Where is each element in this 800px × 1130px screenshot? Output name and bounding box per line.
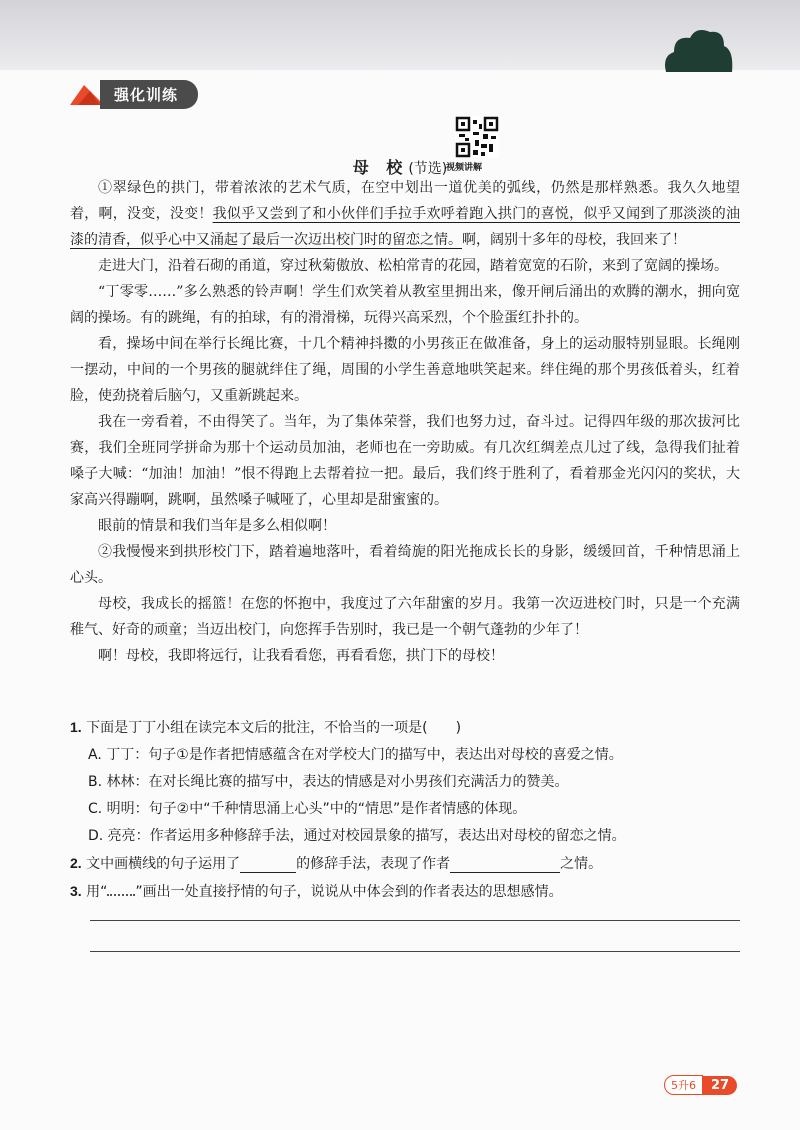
q3-text-b: ”画出一处直接抒情的句子，说说从中体会到的作者表达的思想感情。: [135, 884, 563, 900]
q2-number: 2.: [70, 855, 82, 871]
mountain-icon: [70, 83, 104, 105]
paragraph-3: “丁零零……”多么熟悉的铃声啊！学生们欢笑着从教室里拥出来，像开闸后涌出的欢腾的潮水，拥向宽阔的操场。有的跳绳，有的拍球，有的滑滑梯，玩得兴高采烈，个个脸蛋红扑扑的。: [70, 284, 740, 326]
paragraph-8: 母校，我成长的摇篮！在您的怀抱中，我度过了六年甜蜜的岁月。我第一次迈进校门时，只是一个充满稚气、好奇的顽童；当迈出校门，向您挥手告别时，我已是一个朝气蓬勃的少年了！: [70, 596, 740, 638]
q2-text-a: 文中画横线的句子运用了: [86, 856, 241, 872]
q2-text-b: 的修辞手法，表现了作者: [296, 856, 451, 872]
page-number: 27: [703, 1076, 737, 1095]
q3-number: 3.: [70, 883, 82, 899]
option-d: D. 亮亮：作者运用多种修辞手法，通过对校园景象的描写，表达出对母校的留恋之情。: [88, 828, 626, 844]
qr-code-icon[interactable]: [455, 116, 499, 158]
q1-text: 下面是丁丁小组在读完本文后的批注，不恰当的一项是( ): [86, 720, 462, 736]
option-b: B. 林林：在对长绳比赛的描写中，表达的情感是对小男孩们充满活力的赞美。: [88, 774, 569, 790]
grade-level-badge: 5升6: [664, 1075, 703, 1095]
paragraph-6: 眼前的情景和我们当年是多么相似啊！: [98, 518, 336, 534]
option-a: A. 丁丁：句子①是作者把情感蕴含在对学校大门的描写中，表达出对母校的喜爱之情。: [88, 747, 623, 763]
section-tag: [70, 80, 198, 108]
article-body: [70, 175, 740, 669]
q3-text-a: 用“: [86, 884, 108, 900]
p1-start: ①翠绿色的拱门，带着浓浓的艺术气质，在空中划出一道优美的弧线，仍然是那样熟悉。我久久地望着，啊，没变，没变！: [70, 180, 740, 222]
paragraph-1: [70, 175, 740, 253]
article-title-text: 母 校: [352, 158, 409, 177]
article-subtitle: (节选): [408, 161, 448, 177]
paragraph-7: ②我慢慢来到拱形校门下，踏着遍地落叶，看着绮旎的阳光拖成长长的身影，缓缓回首，千种情思涌上心头。: [70, 544, 740, 586]
p1-end: 啊，阔别十多年的母校，我回来了！: [462, 232, 686, 248]
cloud-icon: [662, 26, 734, 72]
paragraph-2: 走进大门，沿着石砌的甬道，穿过秋菊傲放、松柏常青的花园，踏着宽宽的石阶，来到了宽阔的操场。: [98, 258, 728, 274]
option-c: C. 明明：句子②中“千种情思涌上心头”中的“情思”是作者情感的体现。: [88, 801, 527, 817]
answer-line-1[interactable]: [90, 920, 740, 921]
question-2: [70, 850, 740, 878]
q2-text-c: 之情。: [560, 856, 603, 872]
section-tag-label: 强化训练: [100, 80, 198, 109]
answer-blank-2[interactable]: [450, 856, 560, 873]
page-footer: [664, 1075, 737, 1095]
wavy-line-mark: [107, 884, 135, 896]
answer-blank-1[interactable]: [240, 856, 296, 873]
answer-line-2[interactable]: [90, 951, 740, 952]
paragraph-4: 看，操场中间在举行长绳比赛，十几个精神抖擞的小男孩正在做准备，身上的运动服特别显眼。长绳刚一摆动，中间的一个男孩的腿就绊住了绳，周围的小学生善意地哄笑起来。绊住绳的那个男孩低着头，红着脸，使劲挠着后脑勺，又重新跳起来。: [70, 336, 740, 404]
paragraph-9: 啊！母校，我即将远行，让我看看您，再看看您，拱门下的母校！: [98, 648, 504, 664]
question-1: [70, 714, 740, 742]
question-3: [70, 878, 740, 906]
underlined-sentence: 我似乎又尝到了和小伙伴们手拉手欢呼着跑入拱门的喜悦，似乎又闻到了那淡淡的油漆的清香，似乎心中又涌起了最后一次迈出校门时的留恋之情。: [70, 206, 740, 248]
qr-caption: 视频讲解: [446, 163, 483, 173]
paragraph-5: 我在一旁看着，不由得笑了。当年，为了集体荣誉，我们也努力过，奋斗过。记得四年级的那次拔河比赛，我们全班同学拼命为那十个运动员加油，老师也在一旁助威。有几次红绸差点儿过了线，急得我们扯着嗓子大喊：“加油！加油！”恨不得跑上去帮着拉一把。最后，我们终于胜利了，看着那金光闪闪的奖状，大家高兴得蹦啊，跳啊，虽然嗓子喊哑了，心里却是甜蜜蜜的。: [70, 414, 740, 508]
q1-number: 1.: [70, 719, 82, 735]
question-list: [70, 714, 740, 906]
